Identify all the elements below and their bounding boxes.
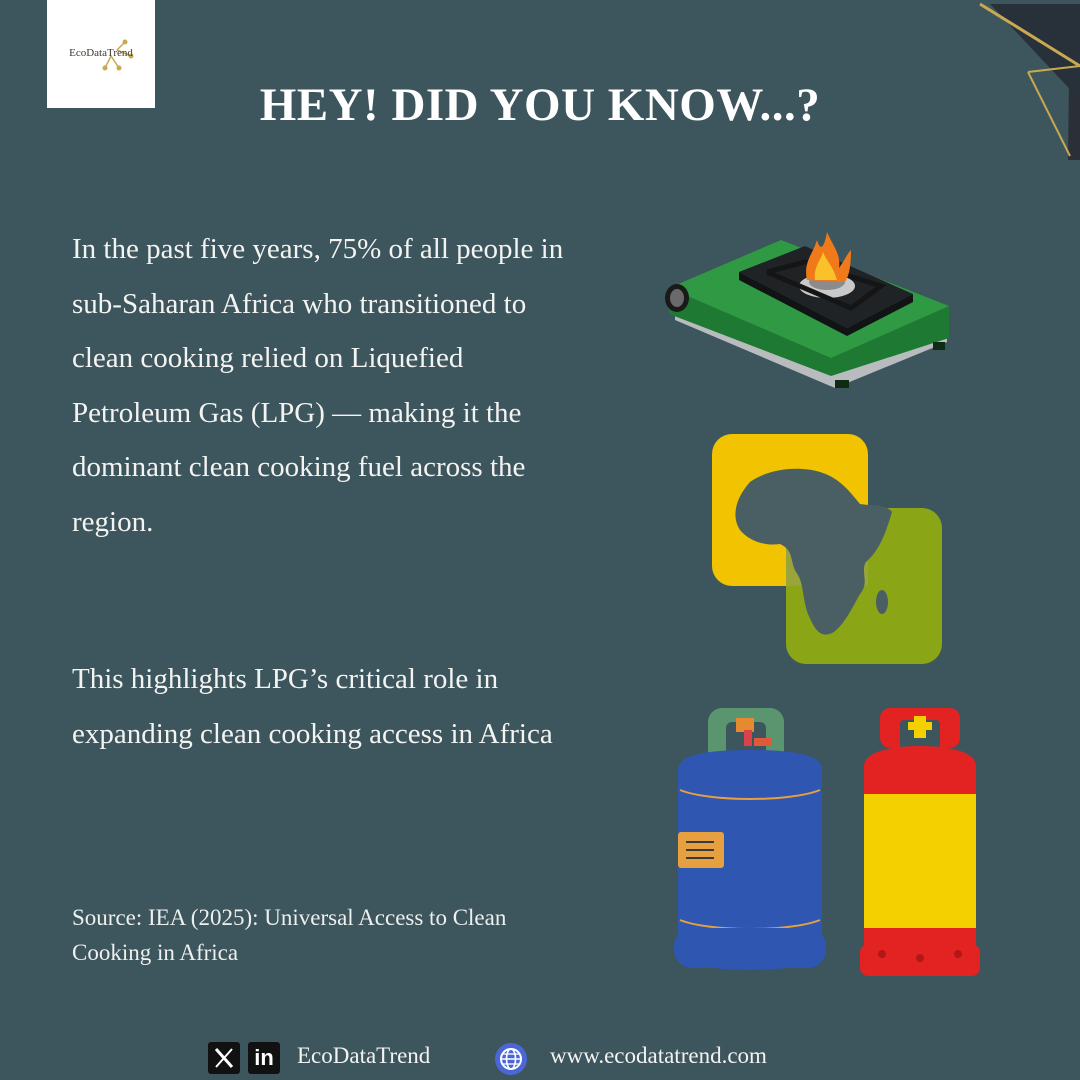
- x-icon[interactable]: [208, 1042, 240, 1074]
- paragraph-highlight: This highlights LPG’s critical role in expanding clean cooking access in Africa: [72, 663, 553, 750]
- social-handle[interactable]: EcoDataTrend: [297, 1043, 431, 1068]
- linkedin-icon[interactable]: in: [248, 1042, 280, 1074]
- africa-map-icon: [710, 432, 946, 666]
- globe-icon[interactable]: [494, 1042, 528, 1076]
- source-citation: Source: IEA (2025): Universal Access to Clean Cooking in Africa: [72, 905, 507, 965]
- gas-cylinder-icon: [660, 700, 990, 980]
- gas-stove-icon: [655, 210, 965, 395]
- paragraph-main: In the past five years, 75% of all people in sub-Saharan Africa who transitioned to clean cooking relied on Liquefied Petroleum Gas (LPG) — making it the dominant clean cooking fuel across the region.: [72, 233, 564, 538]
- headline: HEY! DID YOU KNOW...?: [259, 79, 821, 131]
- logo-text: EcoDataTrend: [69, 47, 133, 59]
- website-link[interactable]: www.ecodatatrend.com: [550, 1043, 767, 1068]
- footer: [0, 1040, 1080, 1080]
